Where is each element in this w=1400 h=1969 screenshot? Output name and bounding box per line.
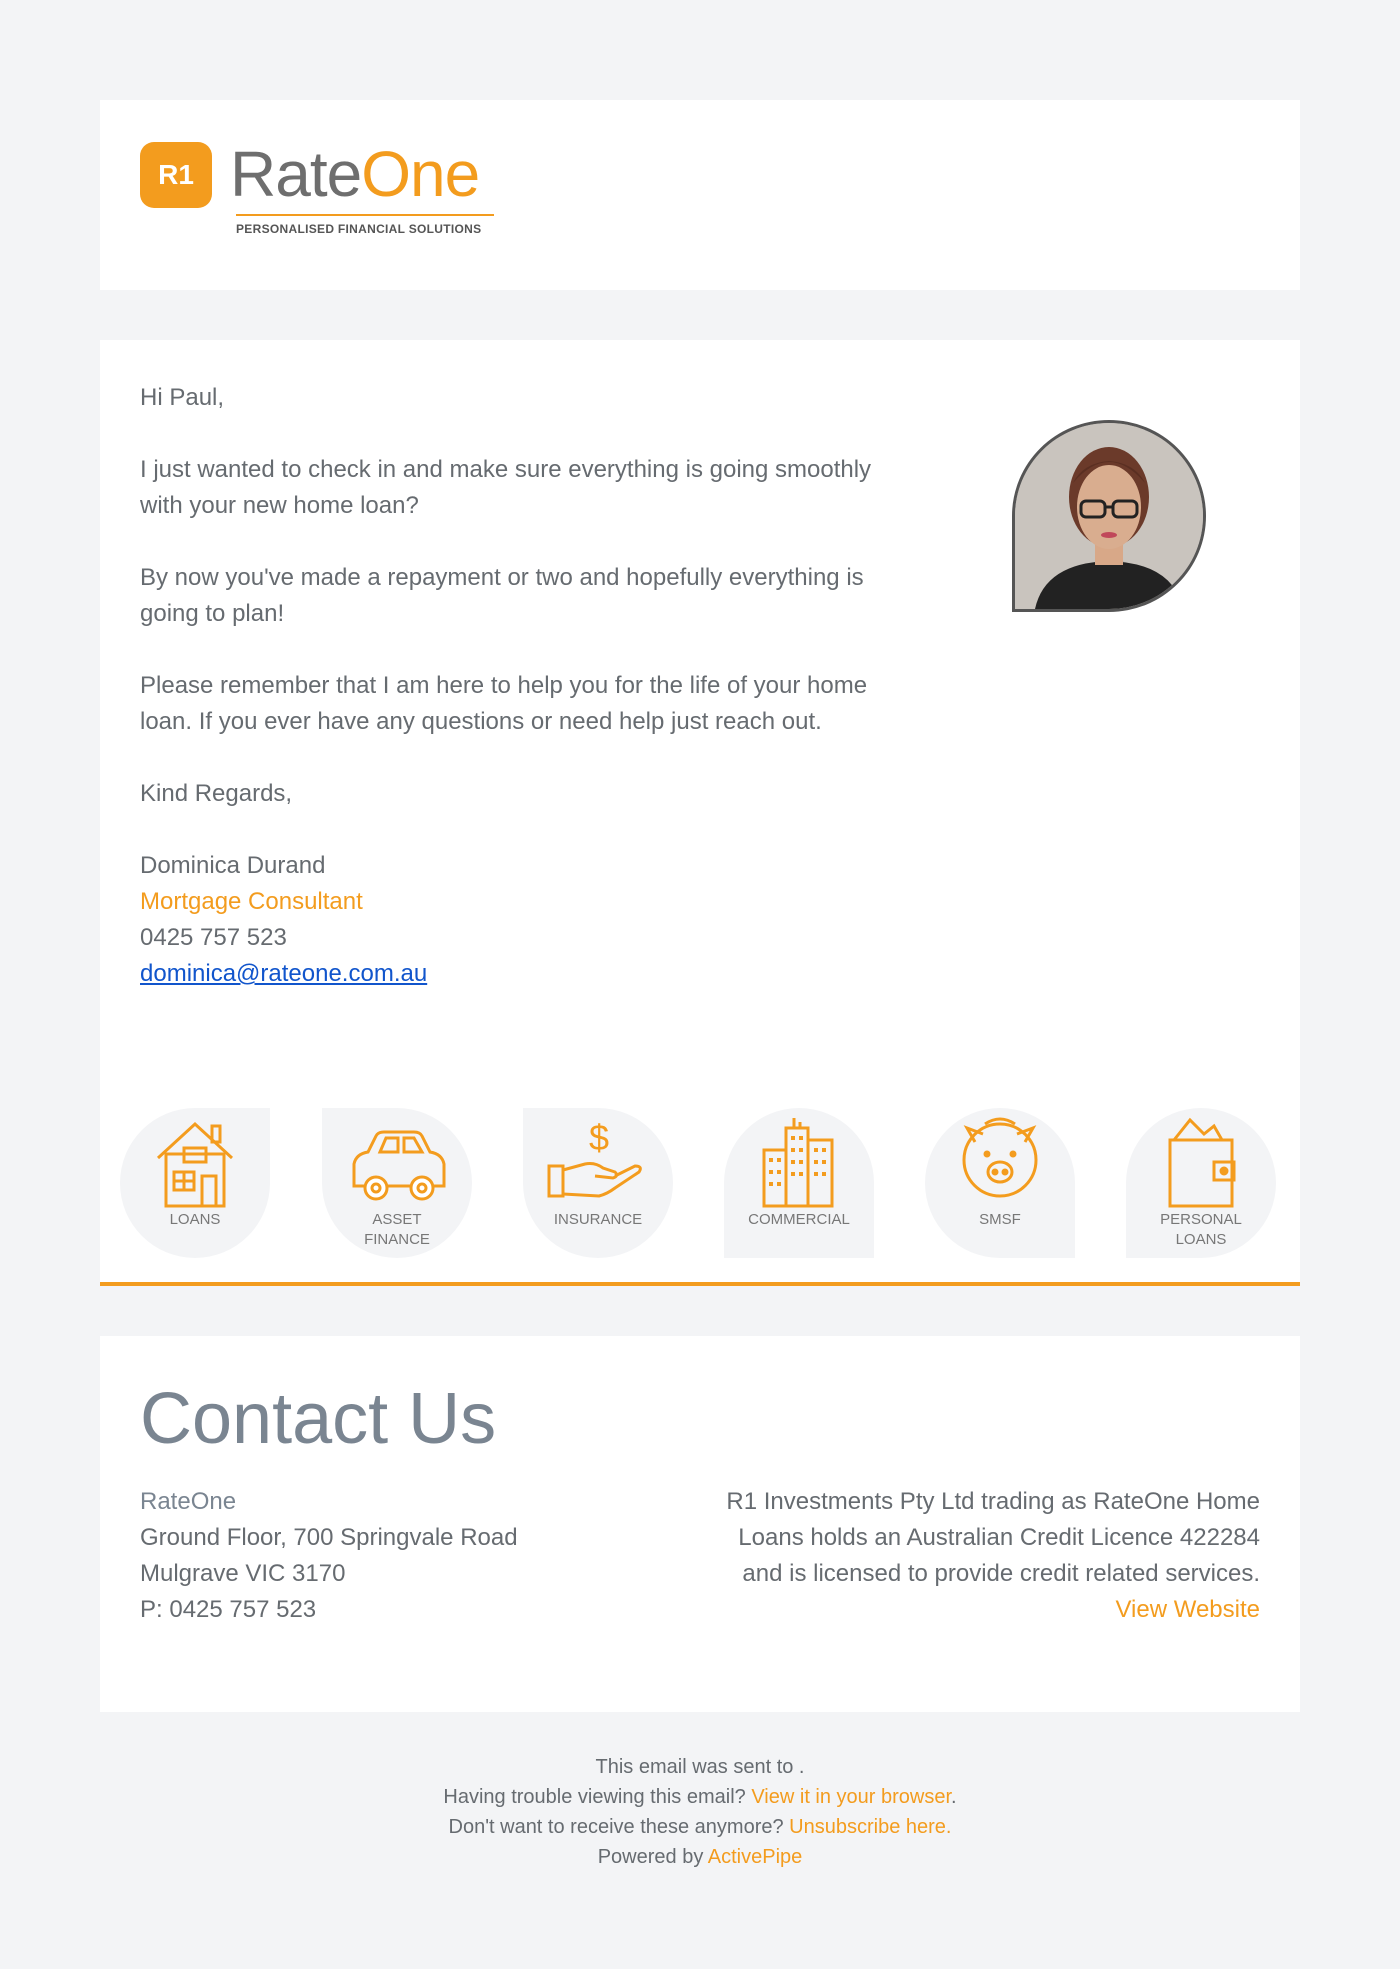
signature-phone: 0425 757 523 [140, 924, 287, 951]
logo-badge: R1 [140, 142, 212, 208]
service-label: SMSF [979, 1211, 1021, 1228]
hand-dollar-icon [545, 1114, 645, 1210]
unsubscribe-link[interactable]: Unsubscribe here. [789, 1816, 952, 1838]
rateone-logo[interactable] [140, 138, 520, 242]
logo-underline [236, 214, 494, 216]
service-label: PERSONAL LOANS [1160, 1211, 1242, 1248]
wallet-icon [1160, 1114, 1242, 1210]
address-line: Mulgrave VIC 3170 [140, 1560, 346, 1587]
signature-email-link[interactable]: dominica@rateone.com.au [140, 960, 428, 987]
email-footer [100, 1712, 1300, 1868]
service-label: INSURANCE [553, 1211, 643, 1228]
service-personal-loans[interactable] [1126, 1108, 1276, 1258]
company-name: RateOne [140, 1488, 237, 1515]
signature-title: Mortgage Consultant [140, 888, 363, 915]
service-asset-finance[interactable] [322, 1108, 472, 1258]
logo-wordmark: RateOne [230, 138, 480, 210]
activepipe-link[interactable]: ActivePipe [707, 1846, 803, 1868]
signature-name: Dominica Durand [140, 852, 326, 879]
paragraph: By now you've made a repayment or two and hopefully everything is going to plan! [140, 564, 864, 627]
contact-section [100, 1336, 1300, 1712]
piggy-bank-icon [959, 1114, 1041, 1210]
contact-address [140, 1484, 518, 1628]
logo-tagline: PERSONALISED FINANCIAL SOLUTIONS [236, 222, 482, 236]
trouble-line: Having trouble viewing this email? View it in your browser. [443, 1786, 957, 1808]
car-icon [348, 1114, 448, 1210]
powered-by-line: Powered by ActivePipe [597, 1846, 803, 1868]
email-header [100, 100, 1300, 290]
sign-off: Kind Regards, [140, 780, 293, 807]
licence-info [700, 1484, 1260, 1628]
letter-content [140, 380, 920, 992]
paragraph: Please remember that I am here to help you for the life of your home loan. If you ever have any questions or need help just reach out. [140, 672, 868, 735]
service-label: ASSET FINANCE [364, 1211, 430, 1248]
service-label: LOANS [169, 1211, 221, 1228]
view-website-link[interactable]: View Website [1115, 1596, 1260, 1623]
house-icon [154, 1114, 236, 1210]
services-row [100, 1108, 1300, 1258]
service-label: COMMERCIAL [748, 1211, 850, 1228]
unsubscribe-line: Don't want to receive these anymore? Unsubscribe here. [448, 1816, 952, 1838]
email-body [100, 340, 1300, 1286]
buildings-icon [758, 1114, 840, 1210]
licence-text: R1 Investments Pty Ltd trading as RateOne Home Loans holds an Australian Credit Licence 422284 and is licensed to provide credit related services. [726, 1488, 1260, 1587]
greeting: Hi Paul, [140, 384, 225, 411]
svg-text:$: $ [589, 1117, 610, 1158]
view-in-browser-link[interactable]: View it in your browser [751, 1786, 952, 1808]
service-commercial[interactable] [724, 1108, 874, 1258]
sent-to-text: This email was sent to . [595, 1756, 805, 1778]
consultant-photo [1012, 420, 1206, 612]
contact-phone: P: 0425 757 523 [140, 1596, 317, 1623]
section-divider [100, 1282, 1300, 1286]
address-line: Ground Floor, 700 Springvale Road [140, 1524, 518, 1551]
service-smsf[interactable] [925, 1108, 1075, 1258]
paragraph: I just wanted to check in and make sure everything is going smoothly with your new home loan? [140, 456, 872, 519]
signature-block [140, 848, 920, 992]
service-insurance[interactable] [523, 1108, 673, 1258]
contact-title: Contact Us [140, 1379, 497, 1459]
service-loans[interactable] [120, 1108, 270, 1258]
